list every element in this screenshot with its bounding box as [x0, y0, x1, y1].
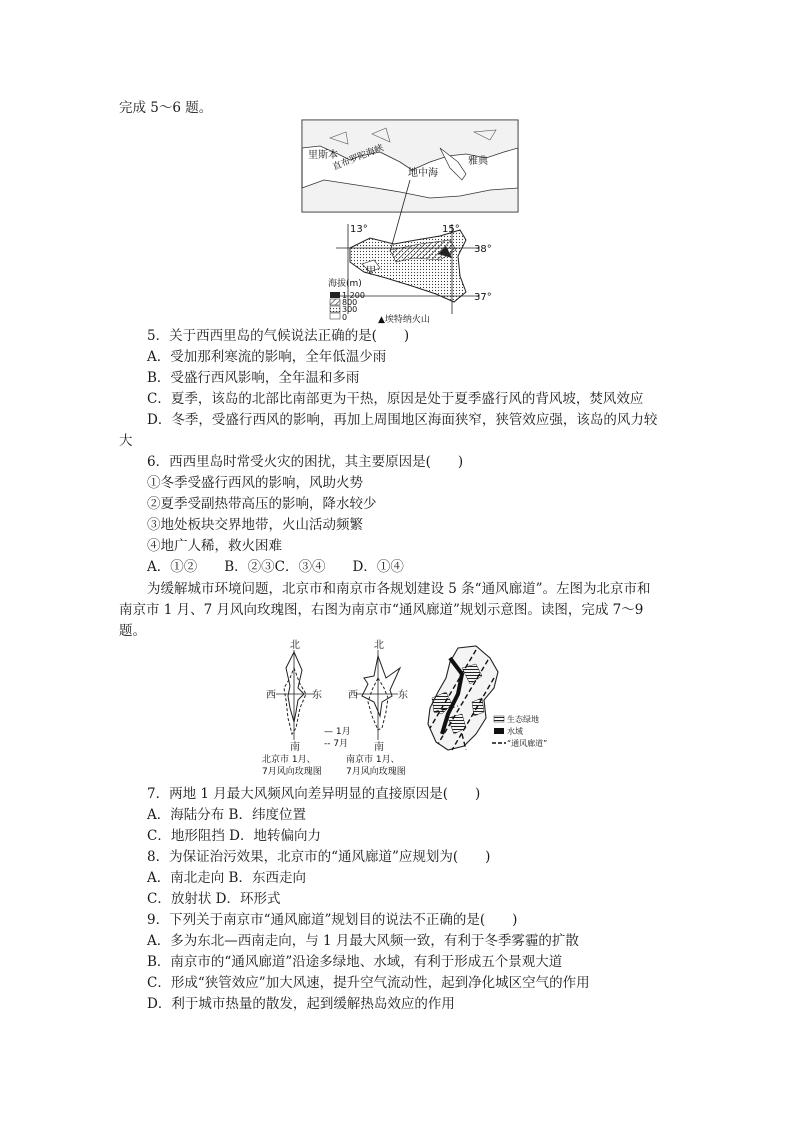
legend-green-swatch [494, 716, 504, 722]
q5-option-d: D．冬季，受盛行西风的影响，再加上周围地区海面狭窄，狭管效应强，该岛的风力较 [147, 412, 658, 428]
q7-options-cd: C．地形阻挡 D．地转偏向力 [147, 828, 321, 844]
legend-1200: 1 200 [342, 291, 365, 300]
beijing-wind-rose [262, 639, 322, 777]
label-lisbon: 里斯本 [308, 150, 338, 161]
beijing-caption-1: 北京市 1月、 [262, 755, 316, 765]
nanjing-caption-1: 南京市 1月、 [346, 755, 400, 765]
q9-option-d: D．利于城市热量的散发，起到缓解热岛效应的作用 [147, 996, 455, 1012]
q9-option-a: A．多为东北—西南走向，与 1 月最大风频一致，有利于冬季雾霾的扩散 [147, 933, 579, 949]
beijing-west: 西 [266, 690, 276, 701]
beijing-north: 北 [290, 640, 300, 651]
nanjing-jan-curve [362, 656, 400, 716]
intro-5-6: 完成 5～6 题。 [119, 100, 213, 116]
intro-7-9-line1: 为缓解城市环境问题，北京市和南京市各规划建设 5 条“通风廊道”。左图为北京市和 [147, 581, 651, 597]
q5-option-d-cont: 大 [119, 433, 133, 449]
beijing-caption-2: 7月风向玫瑰图 [262, 767, 322, 777]
intro-7-9-line2: 南京市 1 月、7 月风向玫瑰图，右图为南京市“通风廊道”规划示意图。读图，完成 7～9 [119, 602, 644, 618]
q6-item-3: ③地处板块交界地带，火山活动频繁 [147, 517, 363, 533]
q5-stem: 5．关于西西里岛的气候说法正确的是( ) [147, 328, 410, 344]
label-38: 38° [474, 244, 492, 255]
nanjing-south: 南 [374, 742, 384, 753]
nanjing-caption-2: 7月风向玫瑰图 [346, 767, 406, 777]
legend-swatch-1200 [330, 292, 340, 298]
legend-green: 生态绿地 [507, 715, 539, 724]
legend-0: 0 [342, 313, 348, 322]
beijing-jul-curve [284, 668, 306, 734]
label-gibraltar: 直布罗陀海峡 [331, 143, 386, 173]
q5-option-b: B．受盛行西风影响，全年温和多雨 [147, 370, 360, 386]
beijing-east: 东 [312, 690, 322, 701]
label-mediterranean: 地中海 [408, 168, 438, 179]
q8-stem: 8．为保证治污效果，北京市的“通风廊道”应规划为( ) [147, 849, 491, 865]
sicily-map-figure [290, 118, 530, 330]
q5-option-c: C．夏季，该岛的北部比南部更为干热，原因是处于夏季盛行风的背风坡，焚风效应 [147, 391, 644, 407]
nanjing-west: 西 [348, 690, 358, 701]
q8-options-ab: A．南北走向 B．东西走向 [147, 870, 306, 886]
nanjing-corridor-map [428, 646, 547, 750]
q6-choices: A．①② B．②③C．③④ D．①④ [147, 559, 404, 575]
q6-item-4: ④地广人稀，救火困难 [147, 538, 282, 554]
q7-options-ab: A．海陆分布 B．纬度位置 [147, 807, 306, 823]
q6-stem: 6．西西里岛时常受火灾的困扰，其主要原因是( ) [147, 454, 464, 470]
q6-item-1: ①冬季受盛行西风的影响，风助火势 [147, 475, 363, 491]
legend-300: 300 [342, 305, 358, 314]
intro-7-9-line3: 题。 [119, 623, 146, 639]
q9-option-b: B．南京市的“通风廊道”沿途多绿地、水域，有利于形成五个景观大道 [147, 954, 563, 970]
legend-swatch-0 [330, 313, 340, 319]
legend-jul: -- 7月 [324, 739, 349, 749]
legend-title: 海拔(m) [328, 279, 362, 289]
q7-stem: 7．两地 1 月最大风频风向差异明显的直接原因是( ) [147, 786, 481, 802]
label-etna: ▲埃特纳火山 [378, 315, 430, 325]
label-athens: 雅典 [468, 156, 488, 167]
legend-800: 800 [342, 298, 358, 307]
q5-option-a: A．受加那利寒流的影响，全年低温少雨 [147, 349, 387, 365]
q9-option-c: C．形成“狭管效应”加大风速，提升空气流动性，起到净化城区空气的作用 [147, 975, 590, 991]
nanjing-wind-rose [346, 639, 408, 777]
q8-options-cd: C．放射状 D．环形式 [147, 891, 281, 907]
nanjing-north: 北 [374, 640, 384, 651]
legend-swatch-800 [330, 299, 340, 305]
q9-stem: 9．下列关于南京市“通风廊道”规划目的说法不正确的是( ) [147, 912, 518, 928]
q6-item-2: ②夏季受副热带高压的影响，降水较少 [147, 496, 377, 512]
label-13: 13° [350, 224, 368, 235]
legend-corridor: “通风廊道” [507, 739, 548, 748]
legend-swatch-300 [330, 306, 340, 312]
legend-water-swatch [494, 728, 504, 734]
beijing-south: 南 [290, 742, 300, 753]
legend-jan: — 1月 [324, 727, 351, 737]
legend-water: 水域 [507, 727, 523, 736]
label-jia: 甲 [366, 266, 376, 277]
label-37: 37° [474, 292, 492, 303]
nanjing-east: 东 [398, 690, 408, 701]
label-15: 15° [442, 224, 460, 235]
wind-rose-figure [262, 638, 562, 780]
